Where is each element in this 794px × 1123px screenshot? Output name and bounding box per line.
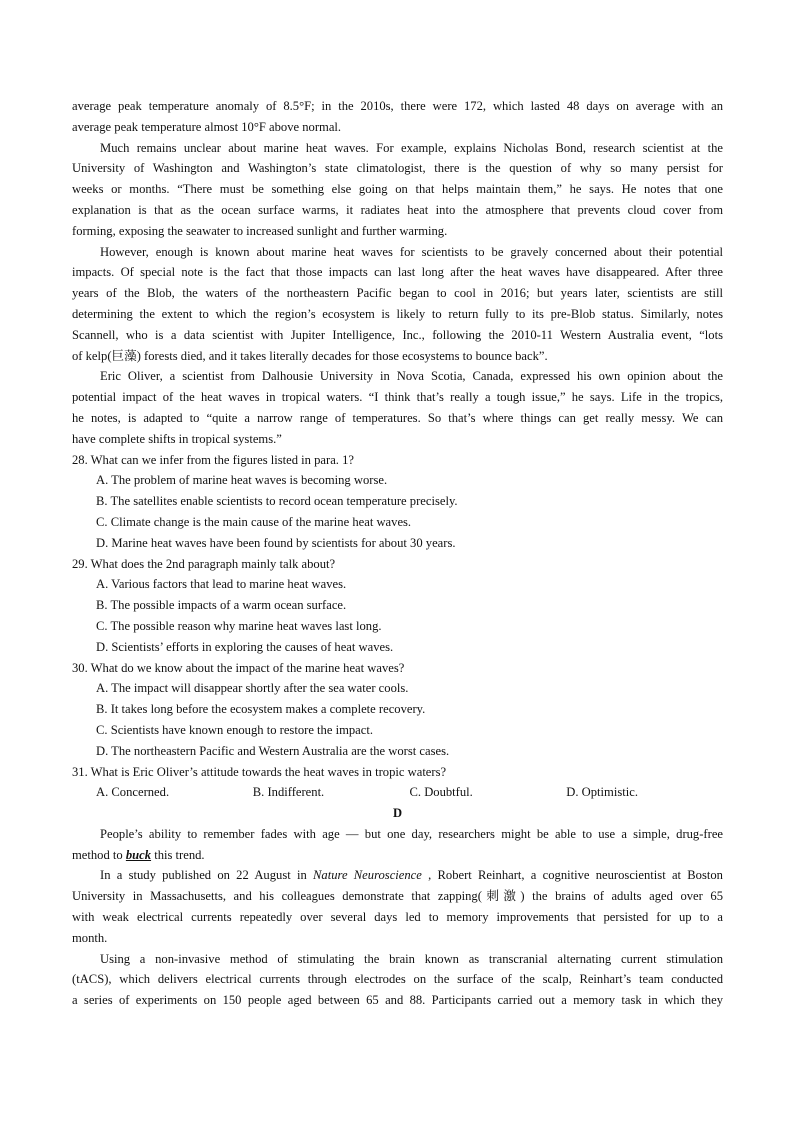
exam-page	[72, 96, 723, 1011]
option-c[interactable]: C. Climate change is the main cause of the marine heat waves.	[96, 514, 412, 529]
text-run: method to	[72, 847, 126, 862]
passage-d-line: a series of experiments on 150 people aged between 65 and 88. Participants carried out a memory task in which they	[72, 993, 723, 1008]
passage-c-line: average peak temperature anomaly of 8.5°F; in the 2010s, there were 172, which lasted 48 days on average with an	[72, 99, 723, 113]
passage-d-line: with weak electrical currents repeatedly over several days led to memory improvements that persisted for up to a	[72, 910, 723, 925]
passage-c-line: years of the Blob, the waters of the northeastern Pacific began to cool in 2016; but years later, scientists are still	[72, 286, 723, 301]
passage-c-line: Eric Oliver, a scientist from Dalhousie University in Nova Scotia, Canada, expressed his own opinion about the	[100, 369, 723, 384]
passage-d-line: University in Massachusetts, and his colleagues demonstrate that zapping(刺激) the brains of adults aged over 65	[72, 889, 723, 904]
passage-d-line	[72, 865, 723, 886]
passage-c-line: average peak temperature almost 10°F above normal.	[72, 119, 342, 134]
passage-c-line: explanation is that as the ocean surface warms, it radiates heat into the atmosphere that prevents cloud cover from	[72, 202, 723, 217]
question-stem: 29. What does the 2nd paragraph mainly talk about?	[72, 556, 336, 571]
passage-c-line: of kelp(巨藻) forests died, and it takes literally decades for those ecosystems to bounce back”.	[72, 348, 548, 363]
question-31	[72, 762, 723, 804]
option-d[interactable]: D. Scientists’ efforts in exploring the causes of heat waves.	[96, 639, 394, 654]
section-heading: D	[392, 806, 403, 821]
passage-d-line	[72, 845, 723, 866]
passage-c-line: Much remains unclear about marine heat waves. For example, explains Nicholas Bond, research scientist at the	[100, 140, 723, 155]
option-c[interactable]: C. The possible reason why marine heat waves last long.	[96, 618, 382, 633]
text-run: In a study published on 22 August in	[100, 868, 314, 883]
passage-d-line: month.	[72, 930, 108, 945]
underlined-keyword: buck	[125, 847, 152, 862]
question-30	[72, 658, 723, 762]
option-d[interactable]: D. Optimistic.	[566, 785, 638, 800]
option-a[interactable]: A. Various factors that lead to marine heat waves.	[96, 577, 347, 592]
text-run: this trend.	[151, 847, 205, 862]
option-d[interactable]: D. The northeastern Pacific and Western Australia are the worst cases.	[96, 743, 450, 758]
question-stem: 28. What can we infer from the figures listed in para. 1?	[72, 452, 354, 467]
passage-c-line: University of Washington and Washington’s state climatologist, there is the question of why so many persist for	[72, 161, 723, 176]
passage-c	[72, 96, 723, 450]
question-29	[72, 554, 723, 658]
journal-title: Nature Neuroscience	[313, 868, 422, 883]
passage-d	[72, 803, 723, 1011]
question-stem: 31. What is Eric Oliver’s attitude towards the heat waves in tropic waters?	[72, 764, 447, 779]
passage-c-line: However, enough is known about marine heat waves for scientists to be gravely concerned about their potential	[100, 244, 723, 259]
option-b[interactable]: B. It takes long before the ecosystem makes a complete recovery.	[96, 702, 426, 717]
option-b[interactable]: B. Indifferent.	[252, 785, 325, 800]
option-c[interactable]: C. Doubtful.	[409, 785, 473, 800]
passage-c-line: determining the extent to which the region’s ecosystem is likely to return fully to its pre-Blob status. Similarly, notes	[72, 306, 723, 321]
option-b[interactable]: B. The possible impacts of a warm ocean surface.	[96, 598, 347, 613]
question-stem: 30. What do we know about the impact of the marine heat waves?	[72, 660, 405, 675]
question-28	[72, 450, 723, 554]
option-c[interactable]: C. Scientists have known enough to restore the impact.	[96, 722, 374, 737]
passage-d-line: Using a non-invasive method of stimulating the brain known as transcranial alternating current stimulation	[100, 951, 723, 966]
text-run: , Robert Reinhart, a cognitive neuroscientist at Boston	[421, 868, 723, 883]
option-a[interactable]: A. The problem of marine heat waves is becoming worse.	[96, 473, 388, 488]
option-d[interactable]: D. Marine heat waves have been found by scientists for about 30 years.	[96, 535, 456, 550]
passage-c-line: potential impact of the heat waves in tropical waters. “I think that’s really a tough issue,” he says. Life in the tropics,	[72, 390, 723, 405]
passage-d-line: People’s ability to remember fades with age — but one day, researchers might be able to use a simple, drug-free	[100, 826, 723, 841]
passage-c-line: he notes, is adapted to “quite a narrow range of temperatures. So that’s where things can get really messy. We can	[72, 410, 723, 425]
passage-c-line: have complete shifts in tropical systems.”	[72, 431, 282, 446]
option-b[interactable]: B. The satellites enable scientists to record ocean temperature precisely.	[96, 494, 458, 509]
passage-d-line: (tACS), which delivers electrical currents through electrodes on the surface of the scalp, Reinhart’s team conducted	[72, 972, 723, 987]
passage-c-line: forming, exposing the seawater to increased sunlight and further warming.	[72, 223, 448, 238]
option-a[interactable]: A. Concerned.	[96, 785, 170, 800]
passage-c-line: impacts. Of special note is the fact that those impacts can last long after the heat waves have disappeared. After three	[72, 265, 723, 280]
passage-c-line: weeks or months. “There must be something else going on that helps maintain them,” he says. He notes that one	[72, 182, 723, 197]
option-row	[72, 782, 723, 803]
passage-c-line: Scannell, who is a data scientist with Jupiter Intelligence, Inc., following the 2010-11 Western Australia event, “lots	[72, 327, 723, 342]
option-a[interactable]: A. The impact will disappear shortly after the sea water cools.	[96, 681, 409, 696]
